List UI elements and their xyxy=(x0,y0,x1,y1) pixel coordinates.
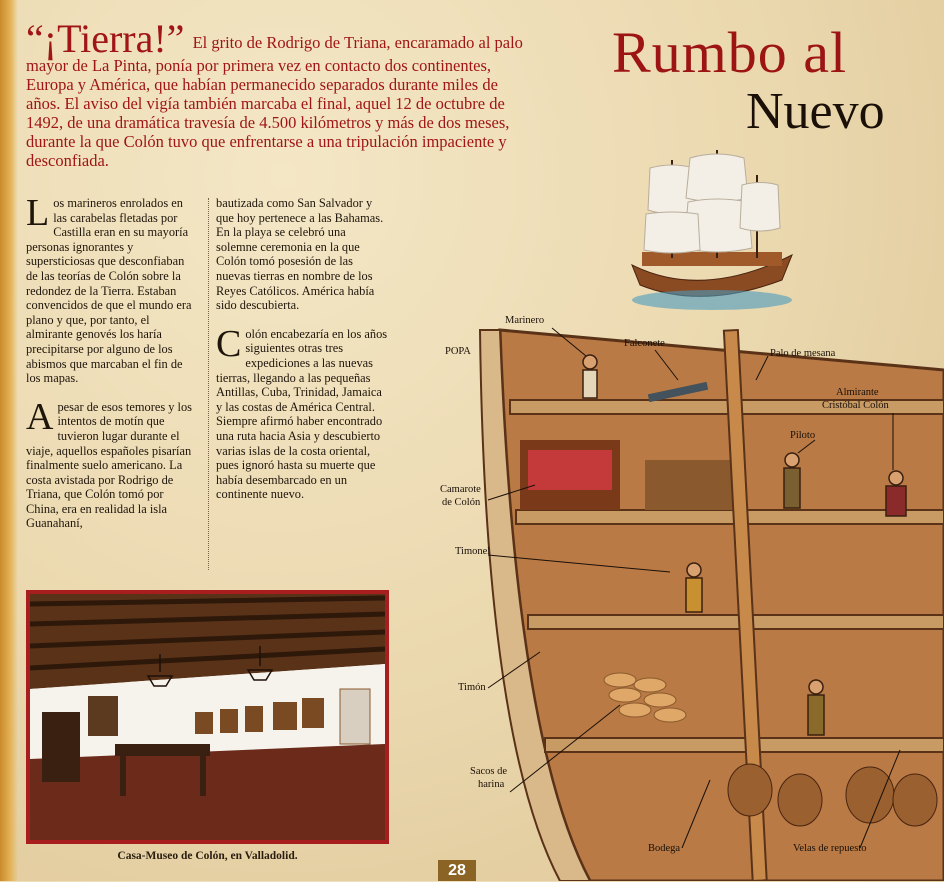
caravel-illustration xyxy=(602,140,812,320)
paragraph-text: pesar de esos temores y los intentos de motín que tuvieron lugar durante el viaje, aquellos españoles pisarían finalmente suelo americano. La costa avistada por Rodrigo de Triana, que Colón tomó por China, era en realidad la isla Guanahaní, xyxy=(26,399,192,531)
label-marinero: Marinero xyxy=(505,315,545,326)
label-sacos-2: harina xyxy=(478,779,505,790)
label-timon: Timón xyxy=(458,682,486,693)
label-falconete: Falconete xyxy=(624,338,665,349)
column-2 xyxy=(216,196,388,516)
body-columns xyxy=(26,192,396,576)
museum-room-illustration xyxy=(30,594,385,840)
museum-photo xyxy=(26,590,389,844)
label-palo-de-mesana: Palo de mesana xyxy=(770,348,836,359)
paragraph xyxy=(216,196,388,313)
column-1 xyxy=(26,192,198,545)
page-number: 28 xyxy=(438,860,476,881)
title-line-1: Rumbo al xyxy=(612,20,848,85)
paragraph xyxy=(216,322,388,502)
label-timonel: Timonel xyxy=(455,546,491,557)
paragraph xyxy=(26,395,198,531)
intro-quote: “¡Tierra!” xyxy=(26,16,185,61)
drop-cap: L xyxy=(26,192,50,234)
label-camarote: Camarote xyxy=(440,484,481,495)
paragraph-text: olón encabezaría en los años siguientes otras tres expediciones a las nuevas tierras, llegando a las pequeñas Antillas, Cuba, Trinidad, Jamaica y las costas de América Central. Siempre afirmó haber encontrado una ruta hacia Asia y descubierto varias islas de la costa oriental, pues ignoró hasta su muerte que había desembarcado en un continente nuevo. xyxy=(216,326,388,502)
paragraph-text: os marineros enrolados en las carabelas fletadas por Castilla eran en su mayoría personas ignorantes y supersticiosas que desconfiaban de las teorías de Colón sobre la redondez de la Tierra. Estaban convencidos de que el mundo era plano y que, por tanto, el almirante genovés los haría precipitarse por alguno de los abismos que marcaban el fin de los mapas. xyxy=(26,196,192,386)
label-velas-de-repuesto: Velas de repuesto xyxy=(793,843,867,854)
label-camarote-2: de Colón xyxy=(442,497,481,508)
label-piloto: Piloto xyxy=(790,430,816,441)
label-popa: POPA xyxy=(445,346,471,357)
drop-cap: C xyxy=(216,322,242,365)
label-bodega: Bodega xyxy=(648,843,681,854)
label-almirante: Almirante xyxy=(836,387,879,398)
intro-paragraph xyxy=(26,16,526,170)
drop-cap: A xyxy=(26,395,54,438)
paragraph-text: bautizada como San Salvador y que hoy pertenece a las Bahamas. En la playa se celebró una solemne ceremonia en la que Colón tomó posesión de las nuevas tierras en nombre de los Reyes Católicos. América había sido descubierta. xyxy=(216,196,384,313)
page-edge xyxy=(0,0,18,881)
label-sacos: Sacos de xyxy=(470,766,508,777)
intro-text: El grito de Rodrigo de Triana, encaramado al palo mayor de La Pinta, ponía por primera vez en contacto dos continentes, Europa y América, que habían permanecido separados durante miles de años. El aviso del vigía también marcaba el final, aquel 12 de octubre de 1492, de una dramática travesía de 4.500 kilómetros y más de dos meses, durante la que Colón tuvo que enfrentarse a una tripulación impaciente y desconfiada. xyxy=(26,33,523,170)
column-divider xyxy=(208,198,209,570)
title-line-2: Nuevo xyxy=(746,83,885,140)
paragraph xyxy=(26,192,198,386)
label-almirante-name: Cristóbal Colón xyxy=(822,400,889,411)
photo-caption: Casa-Museo de Colón, en Valladolid. xyxy=(117,850,298,862)
